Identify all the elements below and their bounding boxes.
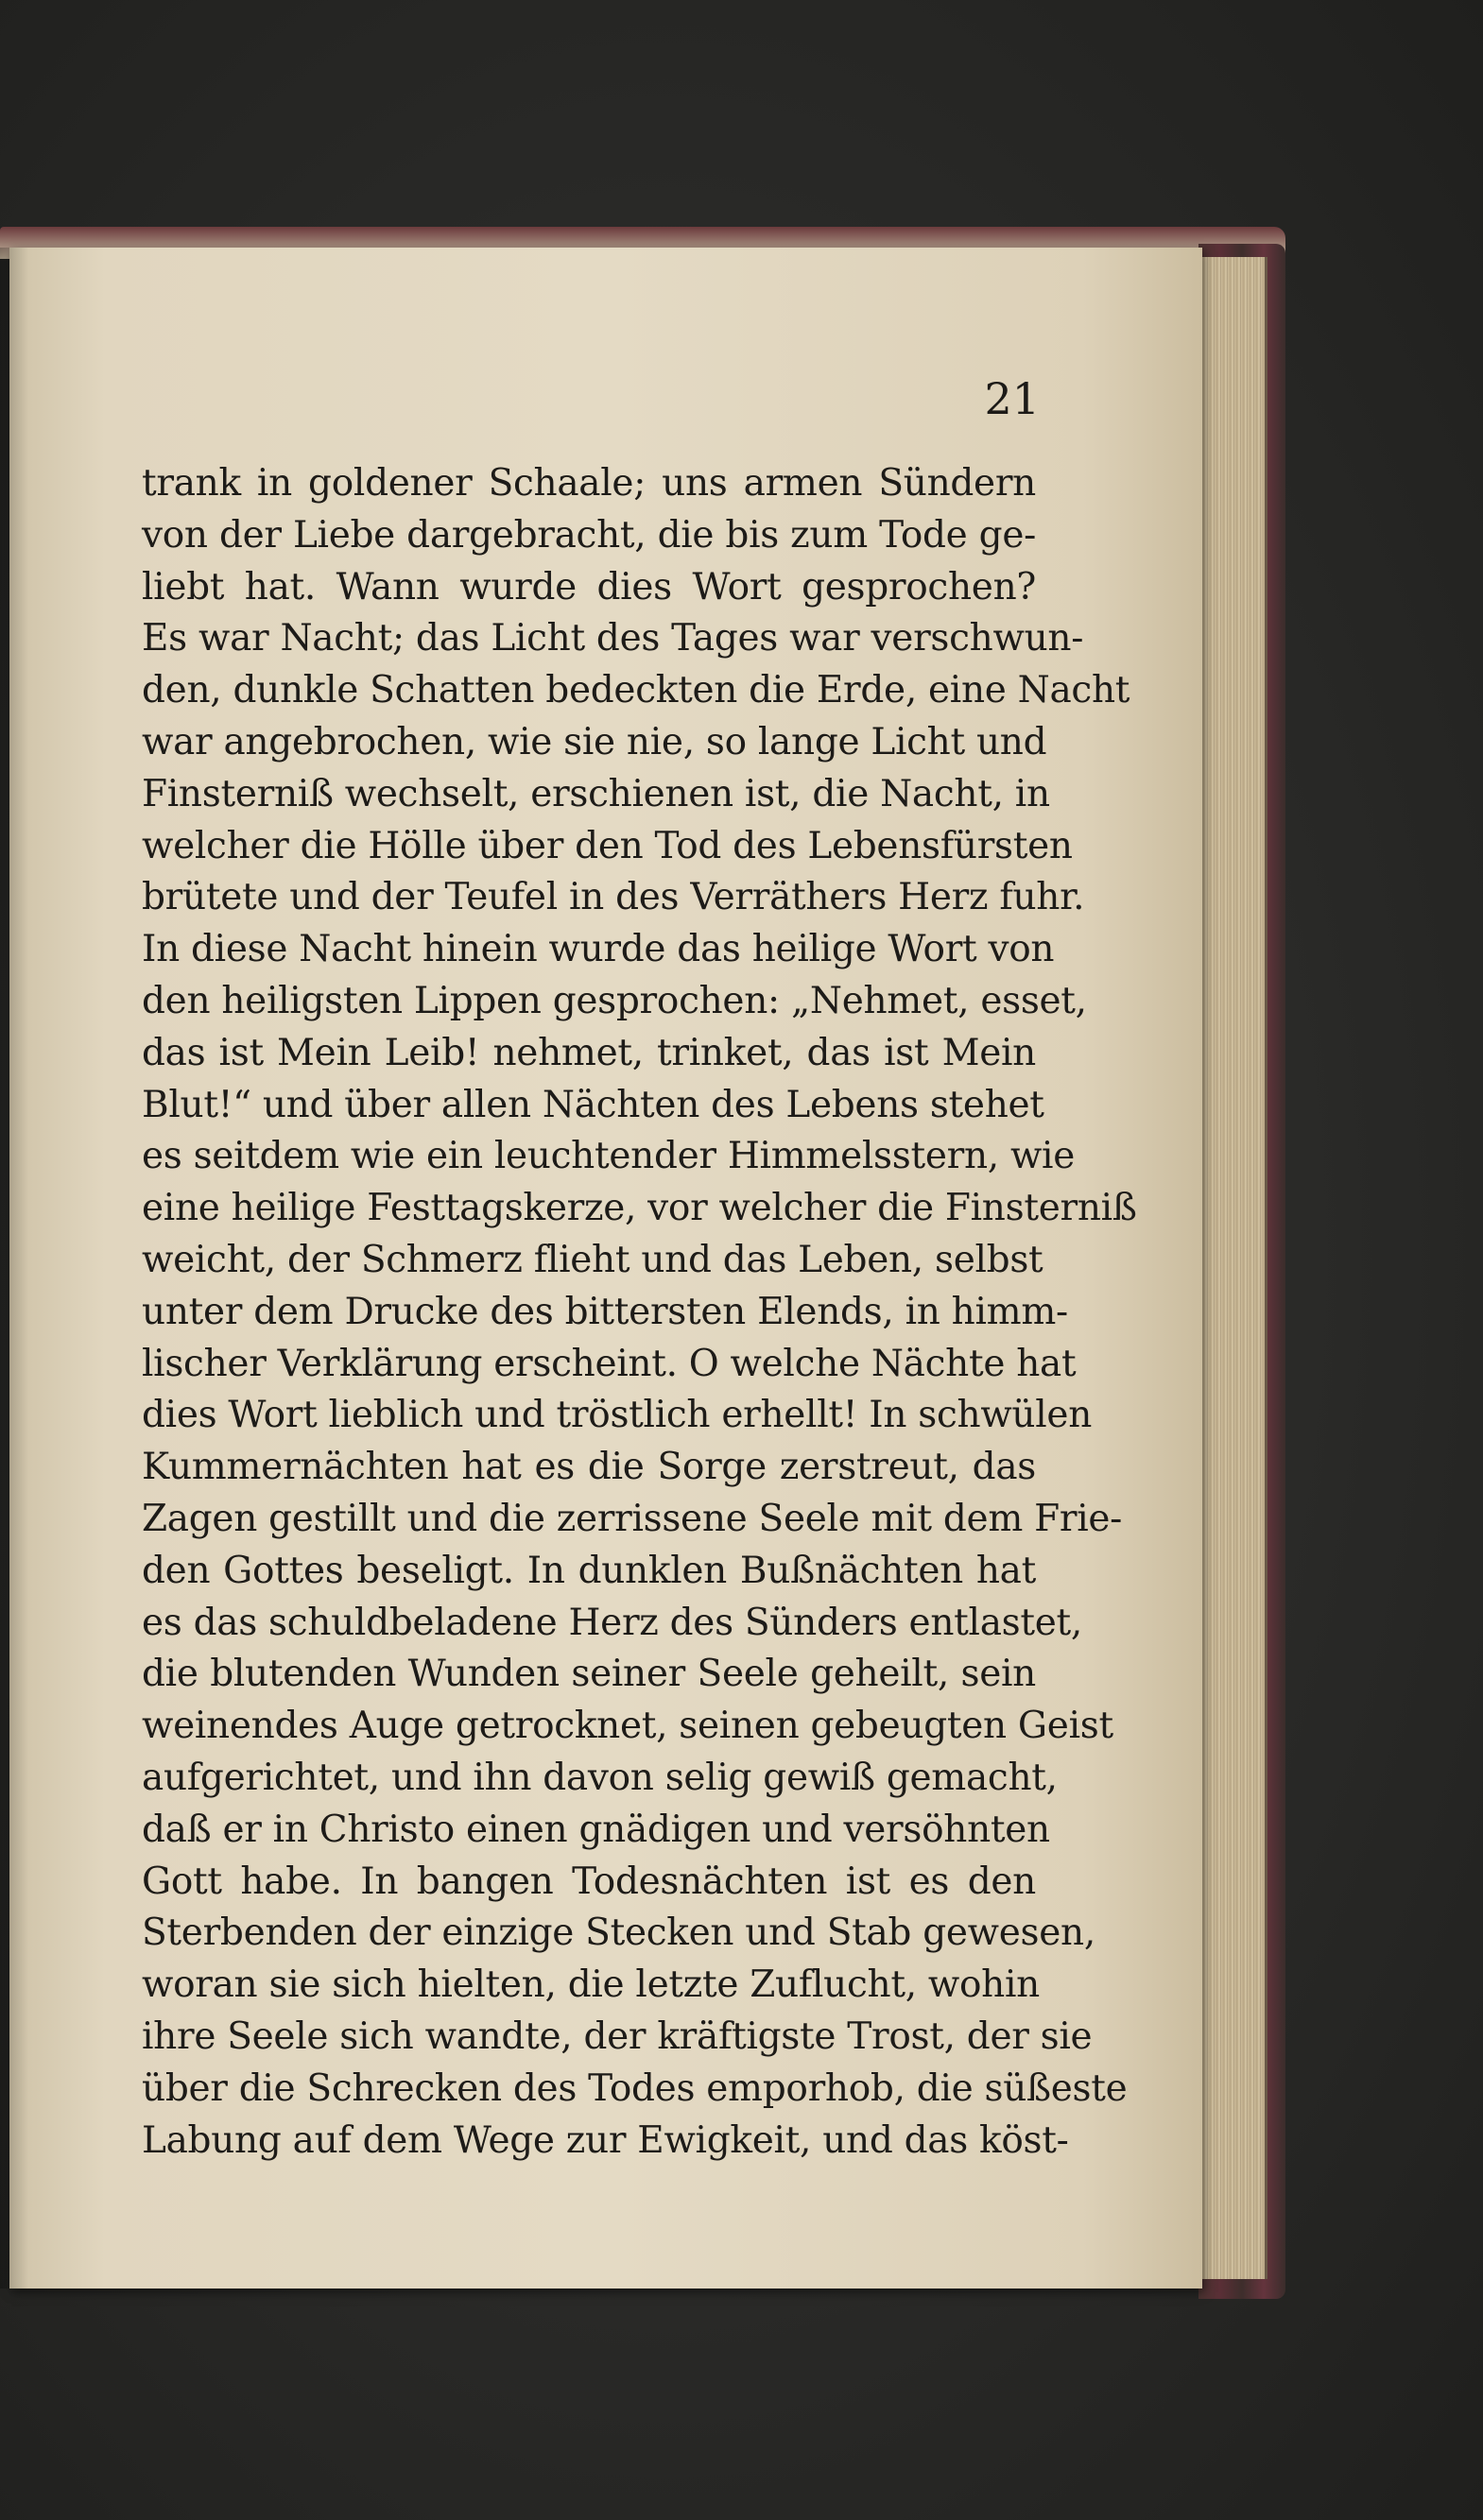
text-line: Labung auf dem Wege zur Ewigkeit, und das köst-: [142, 2118, 1069, 2162]
text-line: den Gottes beseligt. In dunklen Bußnächten hat: [142, 1549, 1036, 1592]
text-line: über die Schrecken des Todes emporhob, die süßeste: [142, 2066, 1128, 2110]
text-line: In diese Nacht hinein wurde das heilige Wort von: [142, 928, 1055, 971]
text-line: Zagen gestillt und die zerrissene Seele mit dem Frie-: [142, 1497, 1123, 1540]
text-line: daß er in Christo einen gnädigen und versöhnten: [142, 1808, 1050, 1851]
page-number: 21: [984, 373, 1040, 424]
text-line: weinendes Auge getrocknet, seinen gebeugten Geist: [142, 1705, 1113, 1748]
text-line: es das schuldbeladene Herz des Sünders entlastet,: [142, 1601, 1082, 1644]
text-line: Es war Nacht; das Licht des Tages war verschwun-: [142, 617, 1084, 660]
text-line: war angebrochen, wie sie nie, so lange Licht und: [142, 720, 1047, 763]
body-text: [142, 458, 1137, 2167]
text-line: trank in goldener Schaale; uns armen Sündern: [142, 462, 1036, 505]
text-line: die blutenden Wunden seiner Seele geheilt, sein: [142, 1653, 1036, 1696]
text-line: Finsterniß wechselt, erschienen ist, die Nacht, in: [142, 772, 1050, 815]
text-line: es seitdem wie ein leuchtender Himmelsstern, wie: [142, 1135, 1076, 1178]
text-line: eine heilige Festtagskerze, vor welcher die Finsterniß: [142, 1187, 1137, 1230]
text-line: brütete und der Teufel in des Verräthers Herz fuhr.: [142, 876, 1085, 919]
text-line: unter dem Drucke des bittersten Elends, in himm-: [142, 1290, 1068, 1333]
text-line: den heiligsten Lippen gesprochen: „Nehmet, esset,: [142, 979, 1087, 1022]
text-line: von der Liebe dargebracht, die bis zum Tode ge-: [142, 513, 1036, 557]
text-line: den, dunkle Schatten bedeckten die Erde, eine Nacht: [142, 669, 1130, 712]
spine-shadow: [0, 248, 28, 2289]
text-line: ihre Seele sich wandte, der kräftigste Trost, der sie: [142, 2014, 1093, 2058]
text-line: Blut!“ und über allen Nächten des Lebens stehet: [142, 1083, 1044, 1126]
text-line: Gott habe. In bangen Todesnächten ist es den: [142, 1860, 1036, 1903]
text-line: liebt hat. Wann wurde dies Wort gesprochen?: [142, 565, 1036, 609]
text-line: das ist Mein Leib! nehmet, trinket, das ist Mein: [142, 1031, 1036, 1074]
text-line: Sterbenden der einzige Stecken und Stab gewesen,: [142, 1911, 1095, 1955]
text-line: weicht, der Schmerz flieht und das Leben, selbst: [142, 1238, 1043, 1281]
text-line: woran sie sich hielten, die letzte Zuflucht, wohin: [142, 1963, 1040, 2007]
text-line: lischer Verklärung erscheint. O welche Nächte hat: [142, 1342, 1077, 1385]
text-line: dies Wort lieblich und tröstlich erhellt! In schwülen: [142, 1394, 1093, 1437]
text-line: aufgerichtet, und ihn davon selig gewiß gemacht,: [142, 1756, 1058, 1799]
text-line: welcher die Hölle über den Tod des Lebensfürsten: [142, 824, 1073, 867]
text-line: Kummernächten hat es die Sorge zerstreut, das: [142, 1446, 1036, 1489]
